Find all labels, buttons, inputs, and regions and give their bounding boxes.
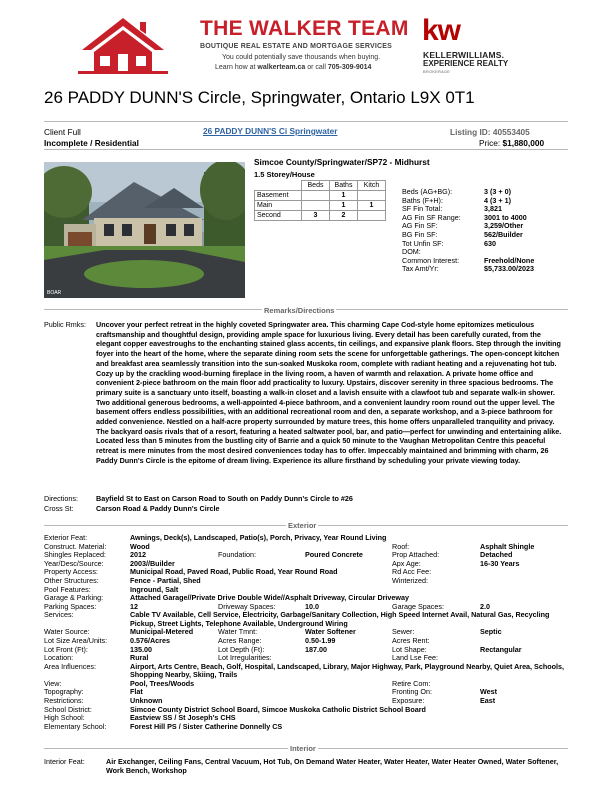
ext-label: Topography:: [44, 687, 84, 697]
ext-value: Inground, Salt: [130, 584, 179, 594]
team-promo-line: You could potentially save thousands when buying.: [222, 54, 381, 61]
ext-value: Wood: [130, 541, 150, 551]
rooms-header-kitch: Kitch: [358, 181, 386, 191]
room-level: Second: [255, 211, 302, 221]
ext-label: Garage Spaces:: [392, 601, 444, 611]
ext-label: Lot Size Area/Units:: [44, 635, 108, 645]
ext-label: Location:: [44, 653, 74, 663]
fact-row: [402, 240, 572, 249]
ext-value: West: [480, 687, 498, 697]
ext-label: Apx Age:: [392, 558, 421, 568]
interior-feat-value: Air Exchanger, Ceiling Fans, Central Vacuum, Hot Tub, On Demand Water Heater, Water Heater, Water Heater Owned, Water Softener, Work Bench, Workshop: [106, 757, 559, 775]
ext-label: Exposure:: [392, 695, 425, 705]
cross-street-value: Carson Road & Paddy Dunn's Circle: [96, 504, 220, 513]
ext-value: Municipal-Metered: [130, 627, 194, 637]
ext-label: Area Influences:: [44, 661, 96, 671]
ext-label: Shingles Replaced:: [44, 550, 106, 560]
interior-feat-label: Interior Feat:: [44, 757, 85, 766]
house-photo-icon: [44, 162, 245, 298]
ext-value: Unknown: [130, 695, 163, 705]
ext-label: Other Structures:: [44, 575, 99, 585]
ext-row: [44, 706, 574, 715]
ext-row: [44, 611, 574, 628]
fact-label: DOM:: [402, 247, 421, 257]
fact-label: Baths (F+H):: [402, 195, 443, 205]
ext-value: Cable TV Available, Cell Service, Electricity, Garbage/Sanitary Collection, High Speed Internet Avail, Natural Gas, Recycling Pickup, Street Lights, Telephone Available, Underground Wiring: [130, 610, 550, 628]
ext-label: School District:: [44, 704, 92, 714]
ext-value: 2003//Builder: [130, 558, 175, 568]
ext-label: Sewer:: [392, 627, 415, 637]
ext-label: Lot Shape:: [392, 644, 427, 654]
room-baths: 2: [330, 211, 358, 221]
fact-label: BG Fin SF:: [402, 229, 438, 239]
table-row: [255, 211, 386, 221]
fact-label: AG Fin SF Range:: [402, 212, 461, 222]
fact-row: [402, 265, 572, 274]
ext-row: [44, 723, 574, 732]
ext-row: [44, 568, 574, 577]
rooms-table: [254, 180, 386, 221]
room-beds: 3: [302, 211, 330, 221]
fact-value: 3 (3 + 0): [484, 187, 511, 196]
directions-value: Bayfield St to East on Carson Road to South on Paddy Dunn's Circle to #26: [96, 494, 353, 503]
kw-mark: kw: [422, 14, 461, 47]
fact-value: $5,733.00/2023: [484, 264, 534, 274]
summary-top-divider: [44, 121, 568, 122]
ext-value: 187.00: [305, 644, 327, 654]
ext-label: Elementary School:: [44, 721, 107, 731]
room-baths: 1: [330, 191, 358, 201]
public-remarks-label: Public Rmks:: [44, 320, 86, 329]
ext-value: 12: [130, 601, 138, 611]
table-row: [255, 191, 386, 201]
fact-label: AG Fin SF:: [402, 221, 438, 231]
ext-label: Acres Range:: [218, 635, 262, 645]
ext-label: Lot Depth (Ft):: [218, 644, 265, 654]
ext-value: Simcoe County District School Board, Simcoe Muskoka Catholic District School Board: [130, 704, 426, 714]
ext-label: Foundation:: [218, 550, 256, 560]
interior-section-title: Interior: [290, 744, 316, 753]
ext-value: 2012: [130, 550, 146, 560]
team-name: THE WALKER TEAM: [200, 17, 409, 40]
room-level: Basement: [255, 191, 302, 201]
photo-watermark: BOAR: [47, 290, 62, 296]
fact-label: Common Interest:: [402, 255, 460, 265]
rooms-header-baths: Baths: [330, 181, 358, 191]
table-row: [255, 201, 386, 211]
ext-value: Awnings, Deck(s), Landscaped, Patio(s), Porch, Privacy, Year Round Living: [130, 533, 387, 542]
room-kitch: [358, 211, 386, 221]
price-label: Price:: [479, 138, 501, 148]
room-baths: 1: [330, 201, 358, 211]
ext-label: Winterized:: [392, 575, 428, 585]
kw-brokerage: BROKERAGE: [423, 69, 451, 74]
kw-brand-name: KELLERWILLIAMS.: [423, 50, 505, 60]
ext-label: Water Source:: [44, 627, 90, 637]
property-style: 1.5 Storey/House: [254, 170, 315, 179]
ext-row: [44, 577, 574, 586]
ext-label: Lot Irregularities:: [218, 653, 272, 663]
directions-row: [44, 494, 353, 503]
fact-value: 3001 to 4000: [484, 212, 527, 222]
ext-label: Roof:: [392, 541, 410, 551]
room-beds: [302, 201, 330, 211]
ext-value: 0.50-1.99: [305, 635, 336, 645]
ext-value: Pool, Trees/Woods: [130, 678, 195, 688]
ext-row: [44, 663, 574, 680]
listing-address: 26 PADDY DUNN'S Circle, Springwater, Ontario L9X 0T1: [44, 88, 475, 107]
ext-label: Restrictions:: [44, 695, 84, 705]
ext-label: Acres Rent:: [392, 635, 430, 645]
ext-label: Parking Spaces:: [44, 601, 97, 611]
ext-value: Attached Garage//Private Drive Double Wide//Asphalt Driveway, Circular Driveway: [130, 593, 410, 603]
ext-label: Fronting On:: [392, 687, 432, 697]
ext-label: Water Tmnt:: [218, 627, 258, 637]
ext-label: Land Lse Fee:: [392, 653, 438, 663]
team-phone[interactable]: 705-309-9014: [327, 64, 372, 71]
ext-value: Rural: [130, 653, 149, 663]
remarks-section-title: Remarks/Directions: [264, 306, 335, 315]
team-tagline: BOUTIQUE REAL ESTATE AND MORTGAGE SERVICES: [200, 43, 392, 50]
ext-label: High School:: [44, 713, 85, 723]
ext-value: 135.00: [130, 644, 152, 654]
rooms-header-beds: Beds: [302, 181, 330, 191]
ext-value: Rectangular: [480, 644, 522, 654]
ext-value: Poured Concrete: [305, 550, 363, 560]
public-remarks-text: Uncover your perfect retreat in the highly coveted Springwater area. This charming Cape Cod-style home epitomizes meticulous craftsmanship and thoughtful design, providing ample space for luxurious living. Every detail has been carefully curated, from the elegant copper eavestroughs to the enchanting stained glass accents, tin ceilings, and expansive plank floors. Step through the inviting foyer into the heart of the home, where the separate dining room sets the scene for unforgettable gatherings. The open-concept kitchen and breakfast area seamlessly transition into the sun-soaked Muskoka room, complete with radiant heating and a rejuvenating hot tub. Cozy up by the crackling wood-burning fireplace in the living room, a haven of warmth and relaxation. A private home office and convenient 2-piece bathroom on the main floor add practicality to luxury. Upstairs, discover serenity in three spacious bedrooms. The primary suite is a sanctuary unto itself, boasting a walk-in closet and a lavish ensuite with a clawfoot tub and separate walk-in shower. Two additional generous bedrooms, a well-appointed 4-piece bathroom, and a convenient laundry room round out the upper level. The basement offers endless possibilities, with an additional recreational room and den, a separate workshop, and a 3-piece bathroom for added convenience. Nestled on a half-acre property surrounded by mature trees, this home offers unparalleled tranquility and privacy. The backyard oasis rivals that of a resort, featuring a heated saltwater pool, bar, and patio—perfect for unwinding and entertaining alike. Located less than 5 minutes from the bustling city of Barrie and a quick 50 minute to the Vaughan Metropolitan Centre this peaceful retreat is mere minutes from the most desired conveniences today has to offer. Impeccably maintained and brimming with charm, 26 Paddy Dunn's Circle is the epitome of dream living. Experience its allure firsthand by scheduling your private viewing today.: [96, 320, 562, 465]
exterior-section-title: Exterior: [288, 521, 317, 530]
ext-label: Rd Acc Fee:: [392, 567, 432, 577]
walker-house-logo-icon: [78, 16, 168, 74]
ext-label: Lot Front (Ft):: [44, 644, 88, 654]
ext-value: 2.0: [480, 601, 490, 611]
ext-label: Garage & Parking:: [44, 593, 104, 603]
ext-value: Eastview SS / St Joseph's CHS: [130, 713, 236, 723]
ext-value: Fence - Partial, Shed: [130, 575, 201, 585]
client-type: Client Full: [44, 127, 81, 137]
listing-photo[interactable]: [44, 162, 245, 298]
fact-value: 562/Builder: [484, 229, 523, 239]
fact-label: Tax Amt/Yr:: [402, 264, 439, 274]
ext-label: View:: [44, 678, 62, 688]
ext-value: Detached: [480, 550, 513, 560]
room-kitch: [358, 191, 386, 201]
ext-label: Retire Com:: [392, 678, 431, 688]
directions-label: Directions:: [44, 494, 78, 503]
fact-value: 3,259/Other: [484, 221, 524, 231]
rooms-header-row: [255, 181, 386, 191]
fact-value: 4 (3 + 1): [484, 195, 511, 205]
ext-value: 10.0: [305, 601, 319, 611]
room-level: Main: [255, 201, 302, 211]
ext-row: [44, 714, 574, 723]
ext-value: 16-30 Years: [480, 558, 520, 568]
exterior-details: [44, 534, 574, 731]
ext-value: Flat: [130, 687, 143, 697]
rooms-header-blank: [255, 181, 302, 191]
listing-id: 40553405: [492, 127, 530, 137]
fact-label: Tot Unfin SF:: [402, 238, 444, 248]
listing-id-row: [450, 127, 530, 137]
ext-label: Prop Attached:: [392, 550, 440, 560]
contact-mid: or call: [305, 64, 328, 71]
contact-prefix: Learn how at: [215, 64, 258, 71]
ext-label: Property Access:: [44, 567, 98, 577]
ext-value: Municipal Road, Paved Road, Public Road, Year Round Road: [130, 567, 338, 577]
team-contact-line: [215, 64, 371, 71]
room-kitch: 1: [358, 201, 386, 211]
fact-label: SF Fin Total:: [402, 204, 443, 214]
ext-value: Asphalt Shingle: [480, 541, 535, 551]
ext-value: East: [480, 695, 496, 705]
ext-value: 0.576/Acres: [130, 635, 170, 645]
kw-logo: [420, 16, 540, 78]
ext-label: Services:: [44, 610, 74, 620]
ext-value: Water Softener: [305, 627, 356, 637]
brand-header: [0, 0, 612, 82]
price-value: $1,880,000: [502, 138, 545, 148]
price-row: [479, 138, 544, 148]
kw-brand-sub: EXPERIENCE REALTY: [423, 59, 509, 68]
ext-value: Airport, Arts Centre, Beach, Golf, Hospital, Landscaped, Library, Major Highway, Park, Playground Nearby, Quiet Area, Schools, Shopping Nearby, Skiing, Trails: [130, 661, 565, 680]
cross-street-label: Cross St:: [44, 504, 74, 513]
ext-label: Year/Desc/Source:: [44, 558, 104, 568]
ext-value: Forest Hill PS / Sister Catherine Donnelly CS: [130, 721, 283, 731]
listing-id-label: Listing ID:: [450, 127, 491, 137]
ext-value: Septic: [480, 627, 502, 637]
street-link[interactable]: 26 PADDY DUNN'S Ci Springwater: [203, 126, 338, 136]
fact-value: Freehold/None: [484, 255, 535, 265]
ext-label: Pool Features:: [44, 584, 91, 594]
ext-label: Driveway Spaces:: [218, 601, 276, 611]
summary-bottom-divider: [44, 149, 568, 150]
property-facts: [402, 188, 572, 274]
listing-status: Incomplete / Residential: [44, 138, 139, 148]
ext-label: Exterior Feat:: [44, 533, 88, 542]
fact-value: 630: [484, 238, 496, 248]
room-beds: [302, 191, 330, 201]
fact-value: 3,821: [484, 204, 502, 214]
fact-label: Beds (AG+BG):: [402, 187, 453, 196]
cross-street-row: [44, 504, 220, 513]
team-website-link[interactable]: walkerteam.ca: [257, 64, 306, 71]
region-line: Simcoe County/Springwater/SP72 - Midhurst: [254, 157, 430, 167]
ext-label: Construct. Material:: [44, 541, 107, 551]
ext-row: [44, 646, 574, 655]
